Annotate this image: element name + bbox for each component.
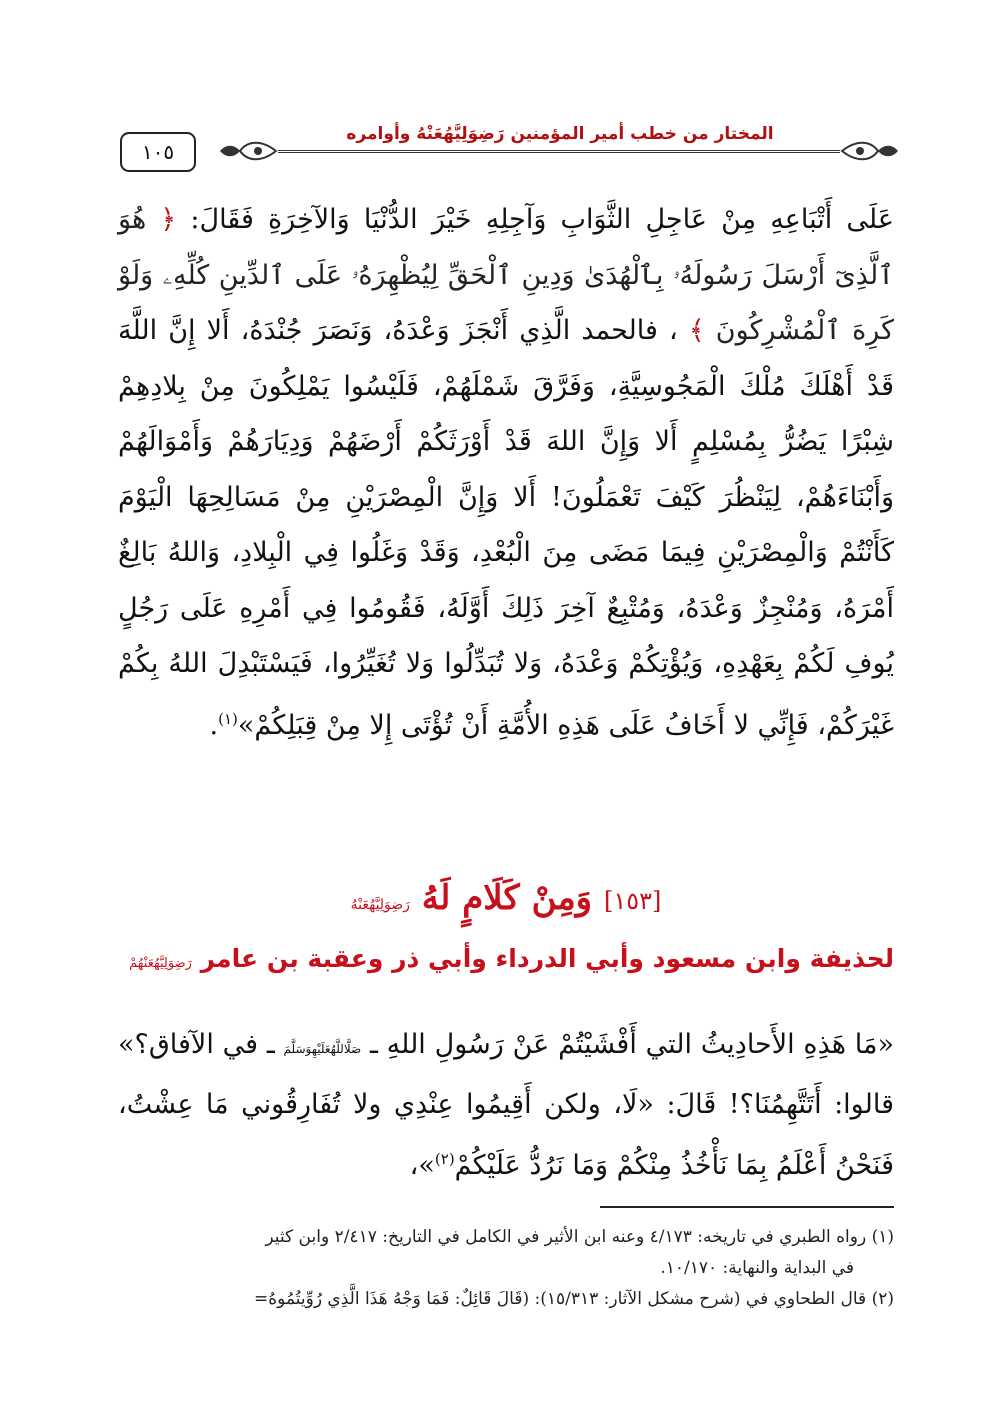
footnote-ref[interactable]: (٢) xyxy=(434,1150,455,1168)
running-header xyxy=(120,118,900,168)
page-number: ١٠٥ xyxy=(120,132,196,172)
footnote-2: (٢) قال الطحاوي في (شرح مشكل الآثار: ١٥/٣١٣): (قَالَ قَائِلٌ: فَمَا وَجْهُ هَذَا الَّذِي رُوِّيتُمُوهُ= xyxy=(253,1289,894,1309)
honorific: رَضِوَلِيَّهُعَنْهُ xyxy=(350,897,410,913)
ornament-left-icon xyxy=(218,138,278,164)
honorific: رَضِوَلِيَّهُعَنْهُمْ xyxy=(129,956,192,971)
paragraph-text: ، فالحمد الَّذِي أَنْجَزَ وَعْدَهُ، وَنَصَرَ جُنْدَهُ، أَلا إِنَّ اللَّهَ قَدْ أَهْلَكَ مُلْكَ الْمَجُوسِيَّةِ، وَفَرَّقَ شَمْلَهُمْ، فَلَيْسُوا يَمْلِكُونَ مِنْ بِلادِهِمْ شِبْرًا يَضُرُّ بِمُسْلِمٍ أَلا وَإِنَّ اللهَ قَدْ أَوْرَثَكُمْ أَرْضَهُمْ وَدِيَارَهُمْ وَأَمْوَالَهُمْ وَأَبْنَاءَهُمْ، لِيَنْظُرَ كَيْفَ تَعْمَلُونَ! أَلا وَإِنَّ الْمِصْرَيْنِ مِنْ مَسَالِحِهَا الْيَوْمَ كَأَنْتُمْ وَالْمِصْرَيْنِ فِيمَا مَضَى مِنَ الْبُعْدِ، وَقَدْ وَغَلُوا فِي الْبِلادِ، وَاللهُ بَالِغٌ أَمْرَهُ، وَمُنْجِزٌ وَعْدَهُ، وَمُتْبِعٌ آخِرَ ذَلِكَ أَوَّلَهُ، فَقُومُوا فِي أَمْرِهِ عَلَى رَجُلٍ يُوفِ لَكُمْ بِعَهْدِهِ، وَيُؤْتِكُمْ وَعْدَهُ، وَلا تُبَدِّلُوا وَلا تُغَيِّرُوا، فَيَسْتَبْدِلَ اللهُ بِكُمْ غَيْرَكُمْ، فَإِنِّي لا أَخَافُ عَلَى هَذِهِ الأُمَّةِ أَنْ تُؤْتَى إِلا مِنْ قِبَلِكُمْ» xyxy=(118,315,894,741)
footnote-ref[interactable]: (١) xyxy=(218,709,238,728)
paragraph-text: «مَا هَذِهِ الأَحادِيثُ التي أَفْشَيْتُمْ عَنْ رَسُولِ اللهِ ـ xyxy=(369,1029,894,1060)
footnotes xyxy=(118,1222,894,1315)
subtitle-text: لحذيفة وابن مسعود وأبي الدرداء وأبي ذر وعقبة بن عامر xyxy=(200,944,894,973)
header-rule xyxy=(278,150,840,153)
running-title: المختار من خطب أمير المؤمنين رَضِوَلِيَّهُعَنْهُ وأوامره xyxy=(346,124,774,144)
main-paragraph xyxy=(118,192,894,753)
paragraph-end: . xyxy=(209,709,219,741)
quran-verse: هُوَ ٱلَّذِىٓ أَرْسَلَ رَسُولَهُۥ بِٱلْهُدَىٰ وَدِينِ ٱلْحَقِّ لِيُظْهِرَهُۥ عَلَى ٱلدِّينِ كُلِّهِۦ وَلَوْ كَرِهَ ٱلْمُشْرِكُونَ xyxy=(118,204,894,346)
section-subtitle xyxy=(118,944,894,973)
paragraph-text: ـ في الآفاق؟» قالوا: أَتَتَّهِمُنَا؟! قَالَ: «لَا، ولكن أَقِيمُوا عِنْدِي ولا تُفَارِقُوني مَا عِشْتُ، فَنَحْنُ أَعْلَمُ بِمَا نَأْخُذُ مِنْكُمْ وَمَا نَرُدُّ عَلَيْكُمْ xyxy=(118,1029,894,1181)
section-number: [١٥٣] xyxy=(603,887,662,915)
footnote-separator xyxy=(600,1206,894,1208)
footnote-1: (١) رواه الطبري في تاريخه: ٤/١٧٣ وعنه ابن الأثير في الكامل في التاريخ: ٢/٤١٧ وابن كثير xyxy=(265,1227,894,1247)
second-paragraph xyxy=(118,1017,894,1193)
section-title: وَمِنْ كَلَامٍ لَهُ xyxy=(421,878,593,918)
ornament-right-icon xyxy=(840,138,900,164)
salawat: صَلَّاللَّهُعَلَيْهِوَسَلَّمَ xyxy=(283,1042,362,1056)
paragraph-end: »، xyxy=(409,1150,435,1181)
quran-close-bracket: ﴾ xyxy=(688,315,705,346)
paragraph-text: عَلَى أَتْبَاعِهِ مِنْ عَاجِلِ الثَّوَابِ وَآجِلِهِ خَيْرَ الدُّنْيَا وَالآخِرَةِ فَقَالَ: xyxy=(190,204,894,235)
footnote-1-continued: في البداية والنهاية: ١٠/١٧٠. xyxy=(660,1258,854,1278)
quran-open-bracket: ﴿ xyxy=(160,204,177,235)
section-heading xyxy=(118,878,894,918)
